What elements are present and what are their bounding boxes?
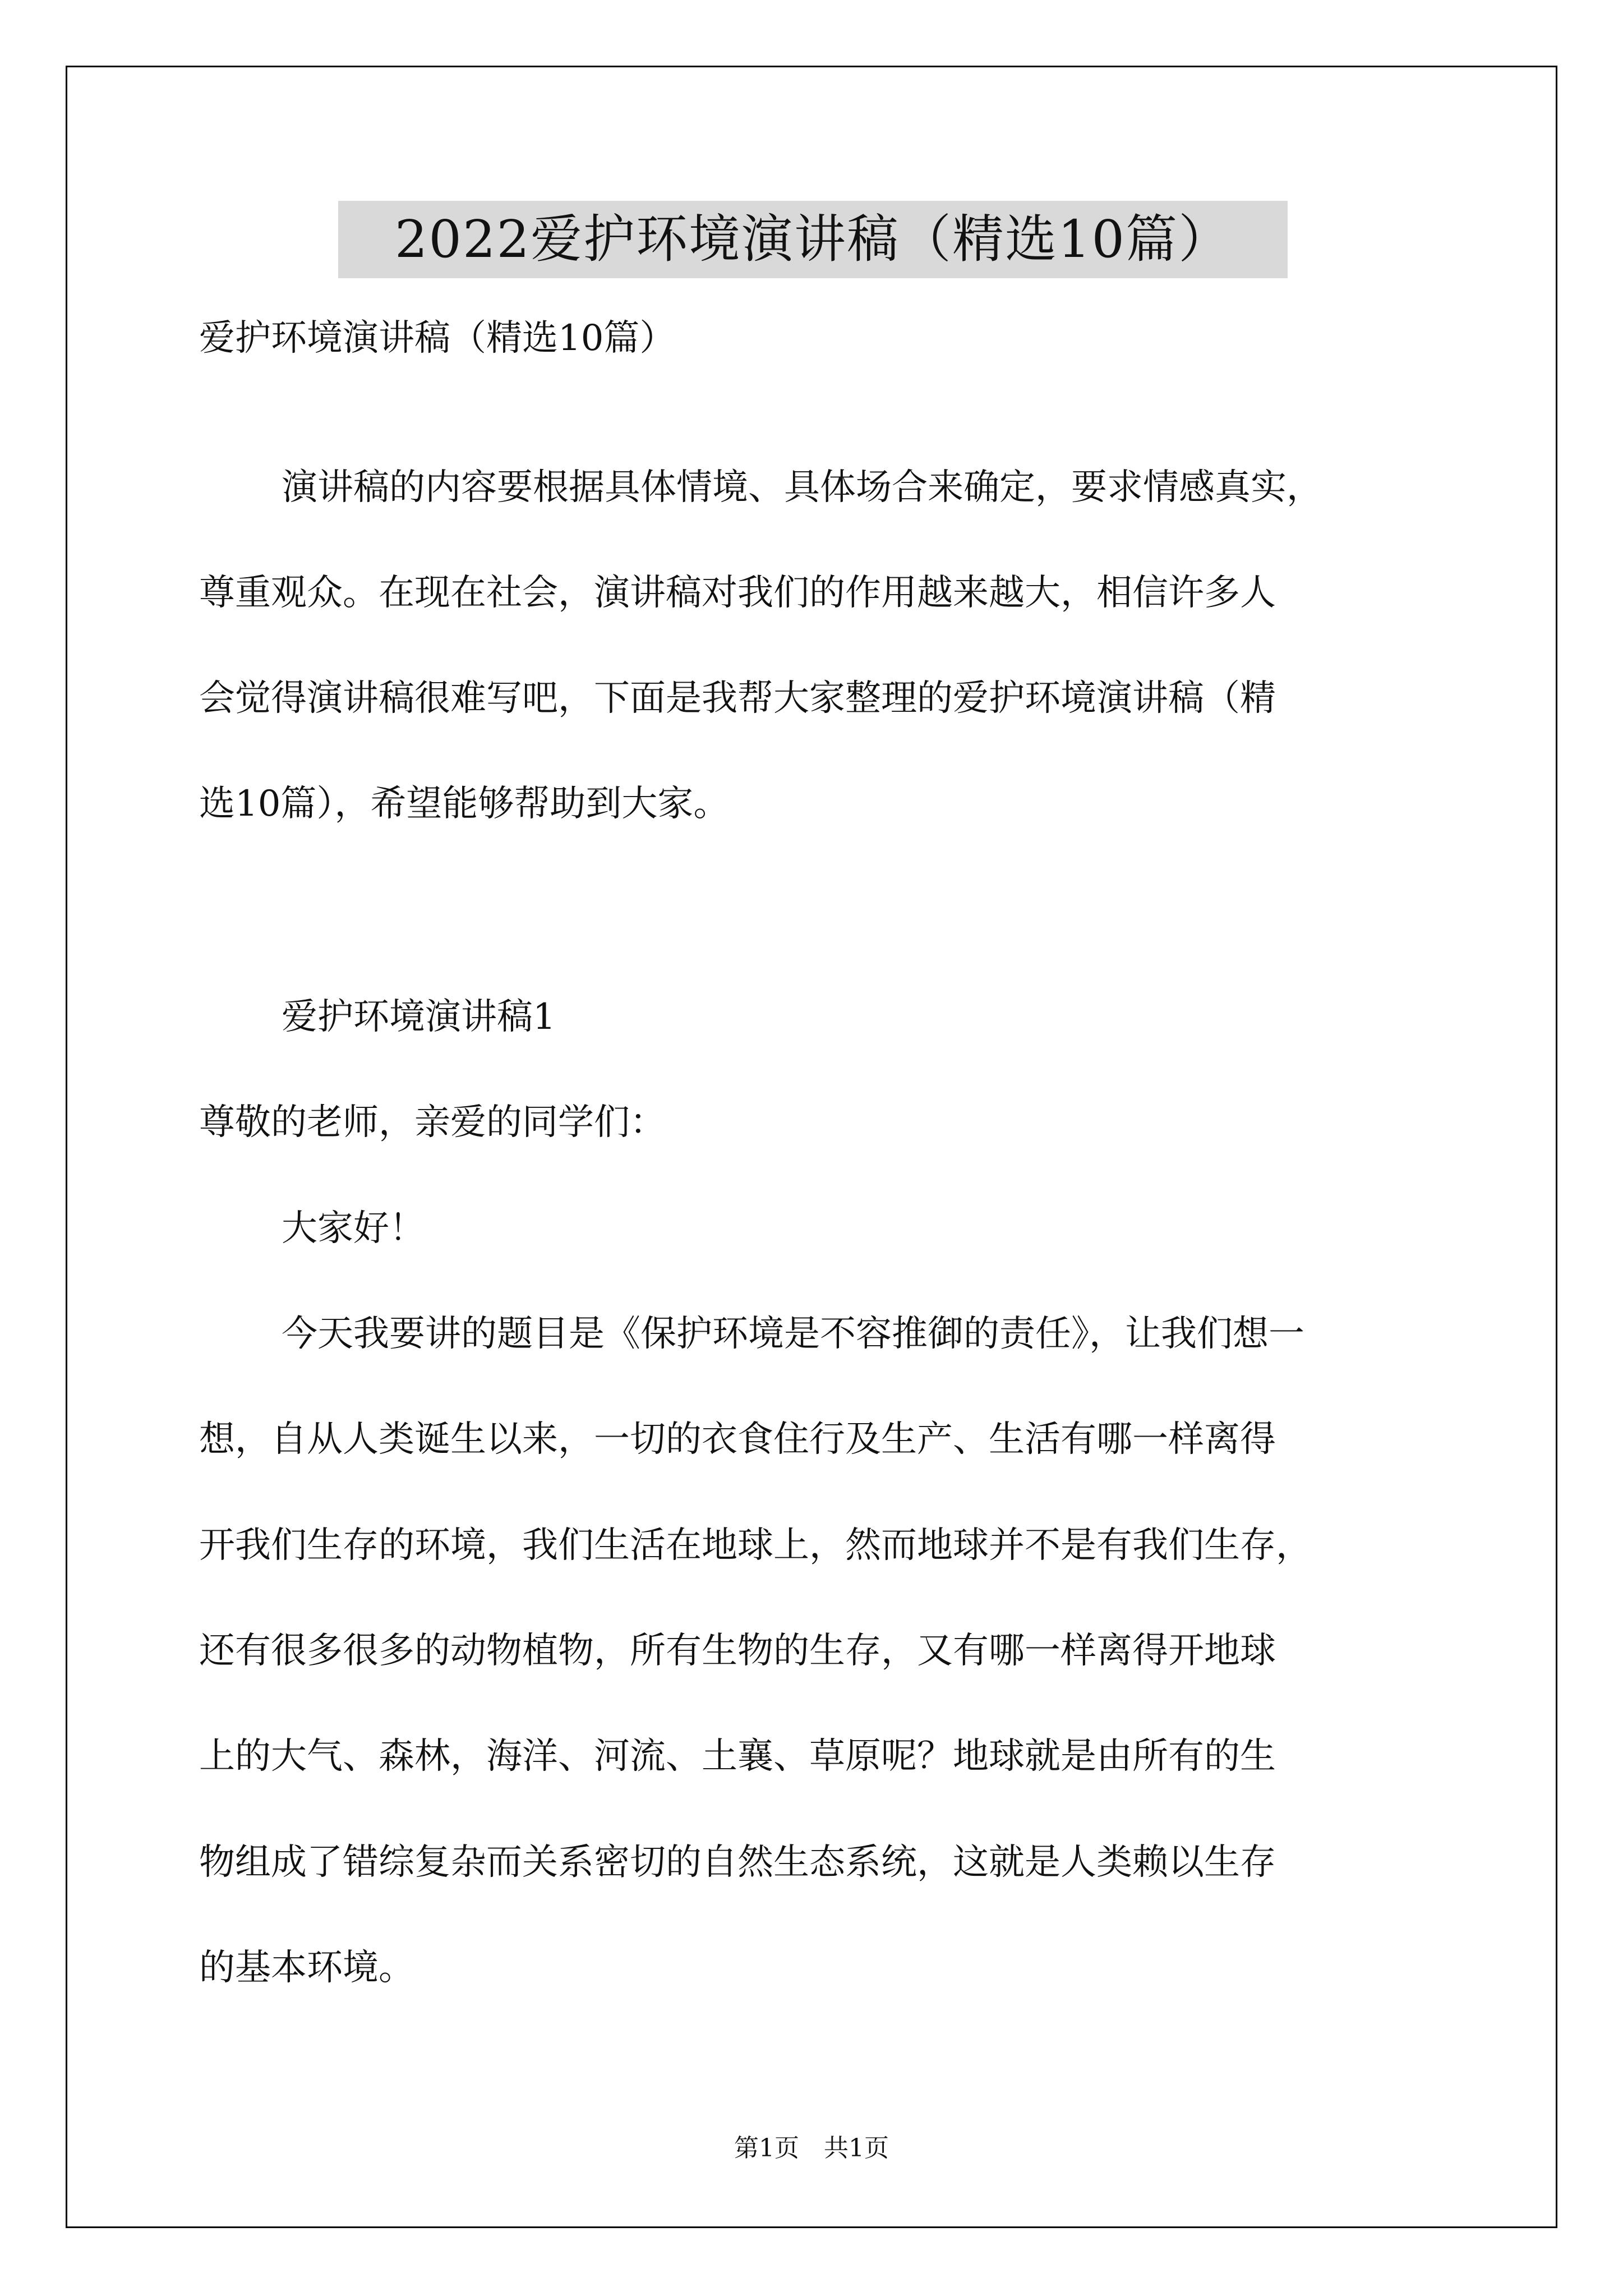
body-line: 上的大气、森林，海洋、河流、土襄、草原呢？地球就是由所有的生	[199, 1736, 1276, 1777]
body-line: 的基本环境。	[199, 1947, 414, 1989]
page-border	[66, 66, 1557, 2228]
body-line: 今天我要讲的题目是《保护环境是不容推御的责任》，让我们想一	[282, 1313, 1304, 1355]
salutation: 尊敬的老师，亲爱的同学们：	[199, 1102, 666, 1143]
document-subtitle: 爱护环境演讲稿（精选10篇）	[199, 318, 676, 359]
intro-line: 尊重观众。在现在社会，演讲稿对我们的作用越来越大，相信许多人	[199, 572, 1276, 614]
document-title: 2022爱护环境演讲稿（精选10篇）	[338, 201, 1288, 278]
body-line: 还有很多很多的动物植物，所有生物的生存，又有哪一样离得开地球	[199, 1630, 1276, 1672]
body-line: 物组成了错综复杂而关系密切的自然生态系统，这就是人类赖以生存	[199, 1842, 1276, 1883]
intro-line: 会觉得演讲稿很难写吧，下面是我帮大家整理的爱护环境演讲稿（精	[199, 678, 1276, 719]
section-heading: 爱护环境演讲稿1	[282, 996, 556, 1038]
body-line: 开我们生存的环境，我们生活在地球上，然而地球并不是有我们生存，	[199, 1525, 1312, 1566]
intro-line: 演讲稿的内容要根据具体情境、具体场合来确定，要求情感真实，	[282, 467, 1322, 508]
page-footer: 第1页 共1页	[734, 2134, 889, 2162]
body-line: 想，自从人类诞生以来，一切的衣食住行及生产、生活有哪一样离得	[199, 1419, 1276, 1460]
greeting: 大家好！	[282, 1208, 425, 1249]
intro-line: 选10篇），希望能够帮助到大家。	[199, 783, 730, 825]
